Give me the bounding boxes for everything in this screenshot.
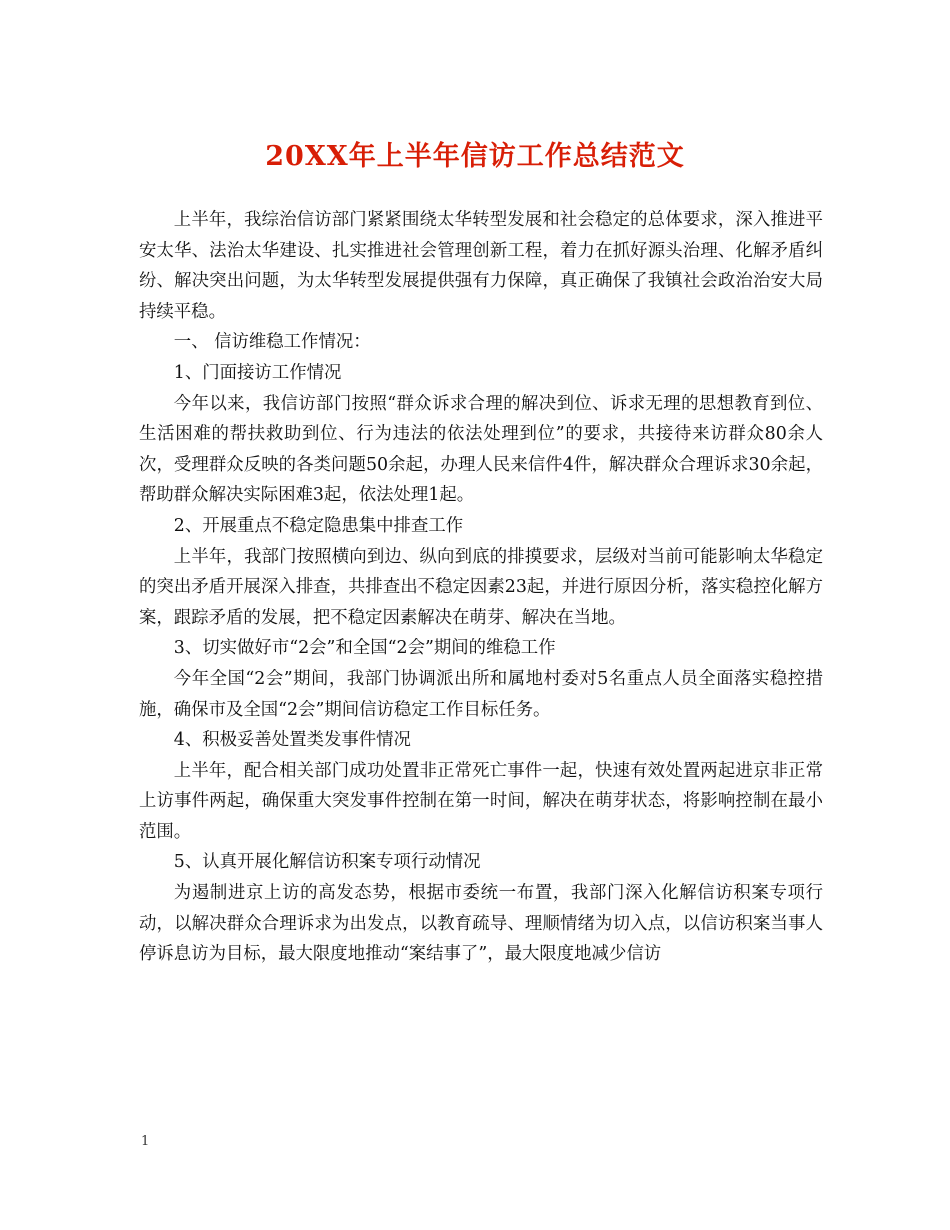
subheading-4: 4、积极妥善处置类发事件情况	[173, 730, 411, 751]
paragraph: 今年以来，我信访部门按照“群众诉求合理的解决到位、诉求无理的思想教育到位、生活困难的帮扶救助到位、行为违法的依法处理到位”的要求，共接待来访群众80余人次，受理群众反映的各类问题50余起，办理人民来信件4件，解决群众合理诉求30余起，帮助群众解决实际困难3起，依法处理1起。	[139, 393, 823, 506]
subheading-2: 2、开展重点不稳定隐患集中排查工作	[173, 515, 464, 536]
document-title: 20XX年上半年信访工作总结范文	[265, 141, 685, 172]
subheading-5: 5、认真开展化解信访积案专项行动情况	[173, 852, 481, 873]
document-body	[139, 205, 823, 970]
subheading-3: 3、切实做好市“2会”和全国“2会”期间的维稳工作	[173, 638, 556, 659]
paragraph: 为遏制进京上访的高发态势，根据市委统一布置，我部门深入化解信访积案专项行动，以解决群众合理诉求为出发点，以教育疏导、理顺情绪为切入点，以信访积案当事人停诉息访为目标，最大限度地推动“案结事了”，最大限度地减少信访	[139, 883, 823, 965]
page-number: 1	[141, 1134, 150, 1149]
paragraph-intro: 上半年，我综治信访部门紧紧围绕太华转型发展和社会稳定的总体要求，深入推进平安太华、法治太华建设、扎实推进社会管理创新工程，着力在抓好源头治理、化解矛盾纠纷、解决突出问题，为太华转型发展提供强有力保障，真正确保了我镇社会政治治安大局持续平稳。	[139, 210, 823, 322]
subheading-1: 1、门面接访工作情况	[173, 362, 342, 383]
section-heading-1: 一、 信访维稳工作情况：	[173, 332, 371, 353]
paragraph: 今年全国“2会”期间，我部门协调派出所和属地村委对5名重点人员全面落实稳控措施，确保市及全国“2会”期间信访稳定工作目标任务。	[139, 668, 823, 720]
paragraph: 上半年，配合相关部门成功处置非正常死亡事件一起，快速有效处置两起进京非正常上访事件两起，确保重大突发事件控制在第一时间，解决在萌芽状态，将影响控制在最小范围。	[139, 760, 823, 842]
paragraph: 上半年，我部门按照横向到边、纵向到底的排摸要求，层级对当前可能影响太华稳定的突出矛盾开展深入排查，共排查出不稳定因素23起，并进行原因分析，落实稳控化解方案，跟踪矛盾的发展，把不稳定因素解决在萌芽、解决在当地。	[139, 546, 823, 628]
